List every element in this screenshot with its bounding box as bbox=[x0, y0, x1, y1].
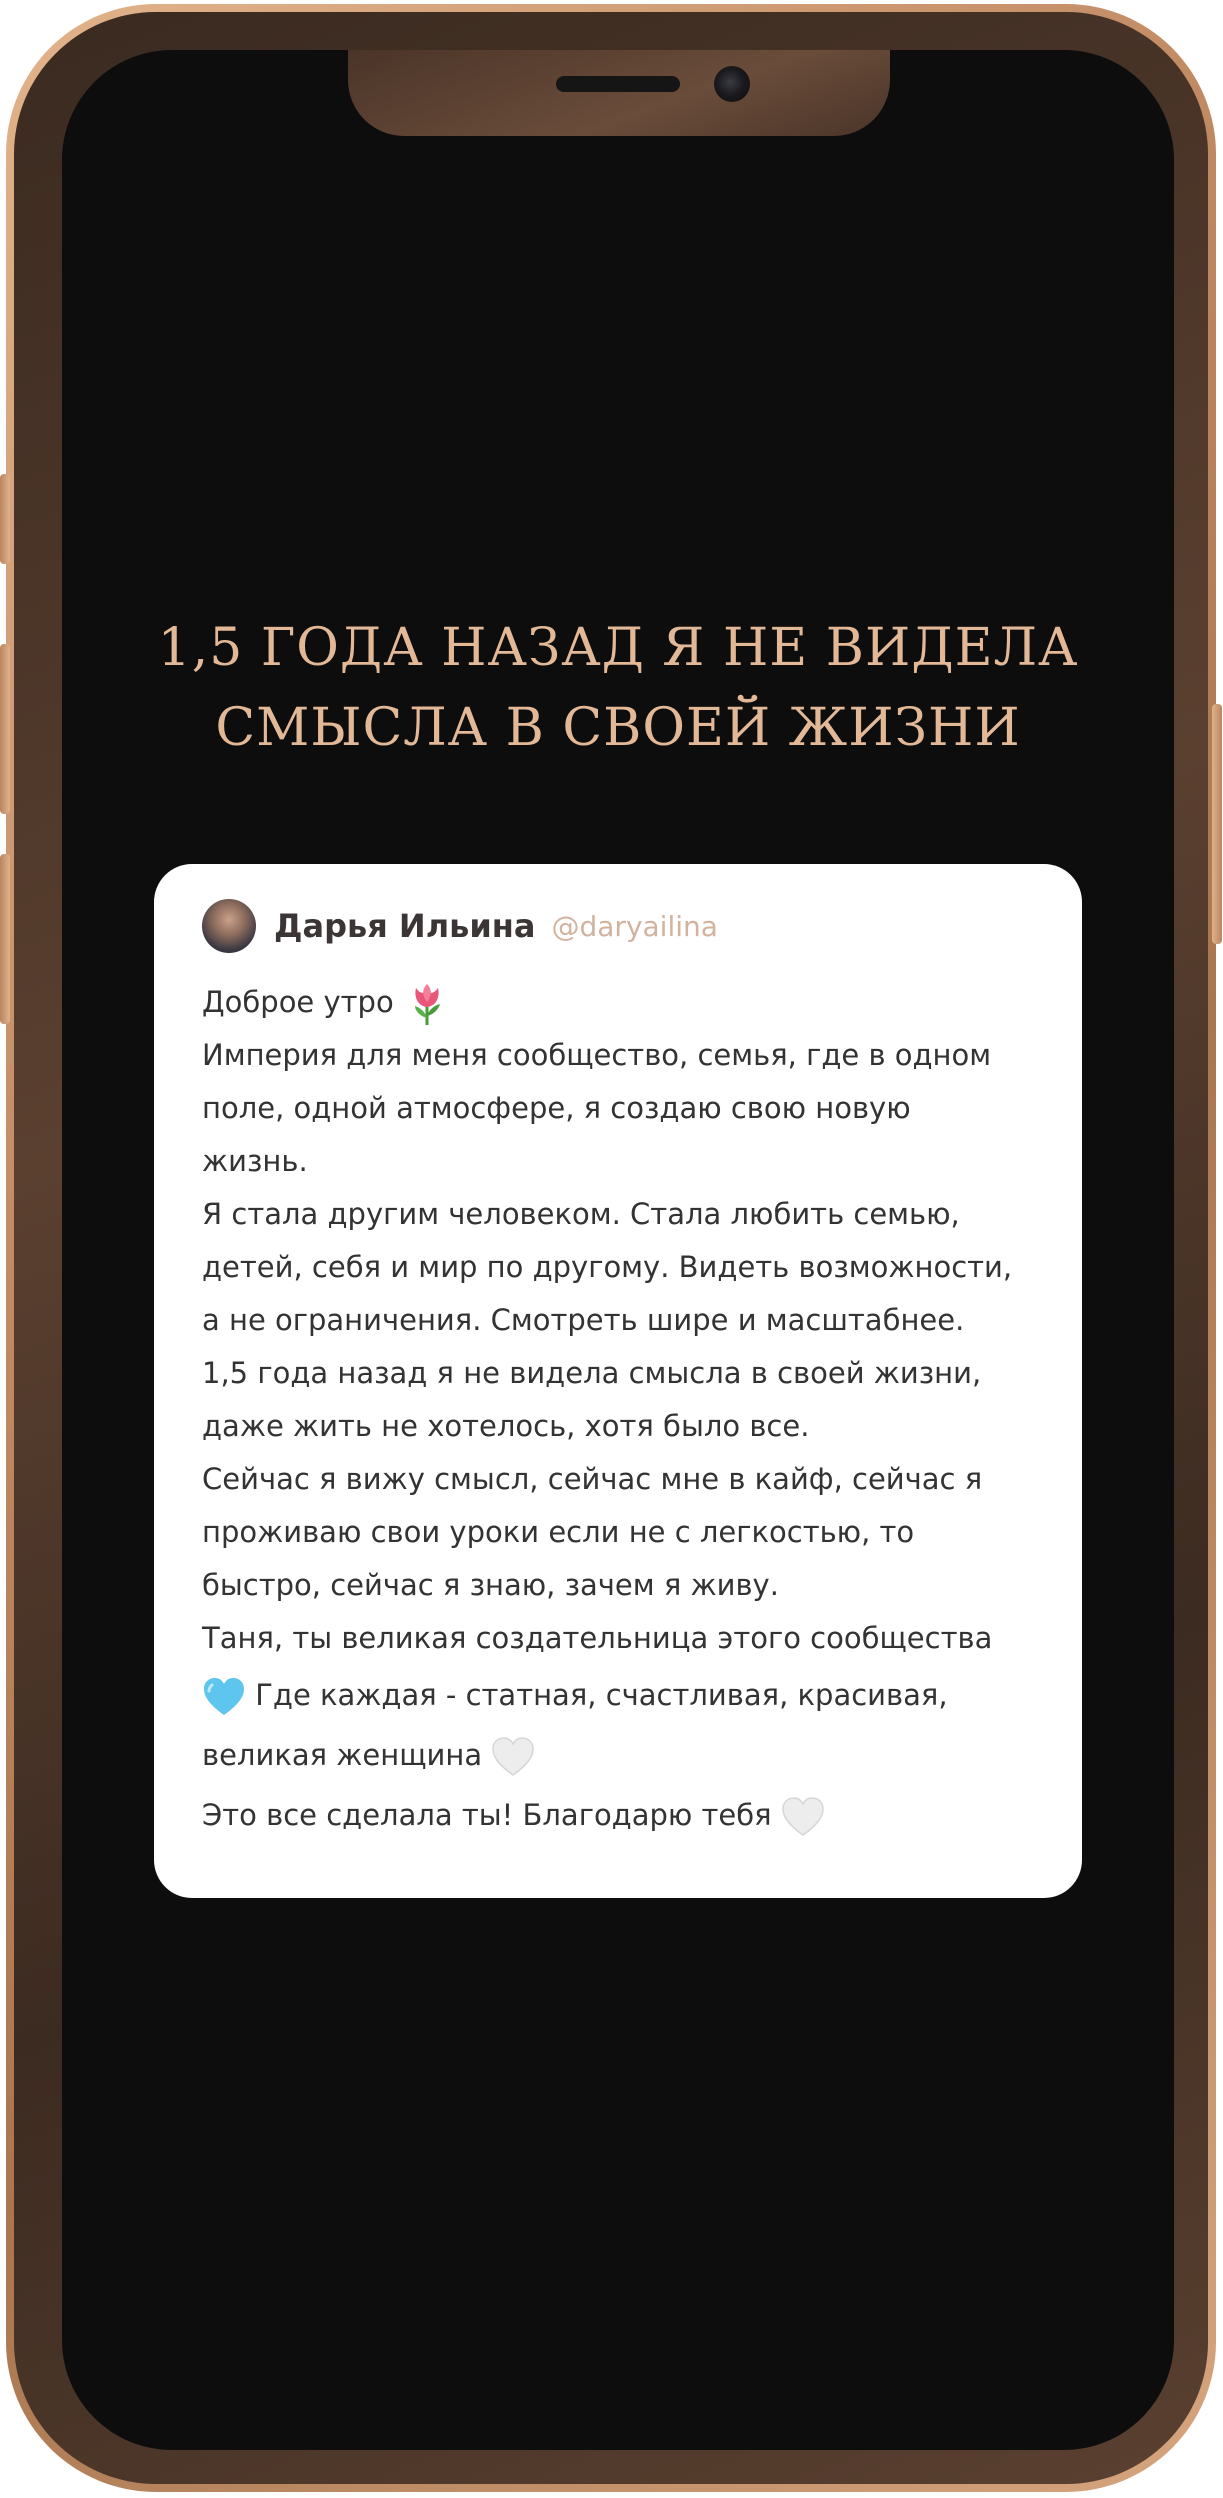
testimonial-card bbox=[154, 864, 1082, 1898]
blue-heart-icon bbox=[202, 1677, 246, 1717]
phone-screen bbox=[62, 50, 1174, 2450]
post-line: Я стала другим человеком. Стала любить семью, bbox=[202, 1197, 960, 1231]
tulip-icon bbox=[407, 982, 447, 1026]
post-line: жизнь. bbox=[202, 1144, 308, 1178]
post-line: Это все сделала ты! Благодарю тебя bbox=[202, 1785, 1036, 1845]
headline-line-2: СМЫСЛА В СВОЕЙ ЖИЗНИ bbox=[215, 698, 1021, 758]
speaker-grille bbox=[556, 76, 680, 92]
post-line: великая женщина bbox=[202, 1725, 1036, 1785]
white-heart-icon bbox=[491, 1737, 535, 1777]
author-name: Дарья Ильина bbox=[274, 907, 536, 945]
headline bbox=[62, 608, 1174, 768]
post-line: а не ограничения. Смотреть шире и масштабнее. bbox=[202, 1303, 965, 1337]
post-line: проживаю свои уроки если не с легкостью, то bbox=[202, 1515, 915, 1549]
front-camera-icon bbox=[714, 66, 750, 102]
phone-notch bbox=[348, 50, 890, 136]
post-line: поле, одной атмосфере, я создаю свою новую bbox=[202, 1091, 911, 1125]
post-line: Империя для меня сообщество, семья, где в одном bbox=[202, 1038, 992, 1072]
post-line: 1,5 года назад я не видела смысла в своей жизни, bbox=[202, 1356, 982, 1390]
post-text bbox=[202, 976, 1036, 1845]
post-line: детей, себя и мир по другому. Видеть возможности, bbox=[202, 1250, 1013, 1284]
post-line: даже жить не хотелось, хотя было все. bbox=[202, 1409, 810, 1443]
post-line: Где каждая - статная, счастливая, красивая, bbox=[202, 1665, 1036, 1725]
white-heart-icon bbox=[781, 1797, 825, 1837]
post-header bbox=[202, 898, 1036, 954]
headline-line-1: 1,5 ГОДА НАЗАД Я НЕ ВИДЕЛА bbox=[157, 618, 1079, 678]
phone-mute-switch bbox=[0, 474, 10, 564]
post-line: Доброе утро bbox=[202, 976, 1036, 1029]
avatar bbox=[202, 899, 256, 953]
post-line: Таня, ты великая создательница этого сообщества bbox=[202, 1621, 993, 1655]
phone-mockup bbox=[6, 4, 1216, 2492]
author-handle: @daryailina bbox=[551, 909, 718, 943]
phone-volume-down-button bbox=[0, 854, 10, 1024]
phone-power-button bbox=[1212, 704, 1222, 944]
post-line: быстро, сейчас я знаю, зачем я живу. bbox=[202, 1568, 779, 1602]
post-line: Сейчас я вижу смысл, сейчас мне в кайф, сейчас я bbox=[202, 1462, 983, 1496]
phone-volume-up-button bbox=[0, 644, 10, 814]
